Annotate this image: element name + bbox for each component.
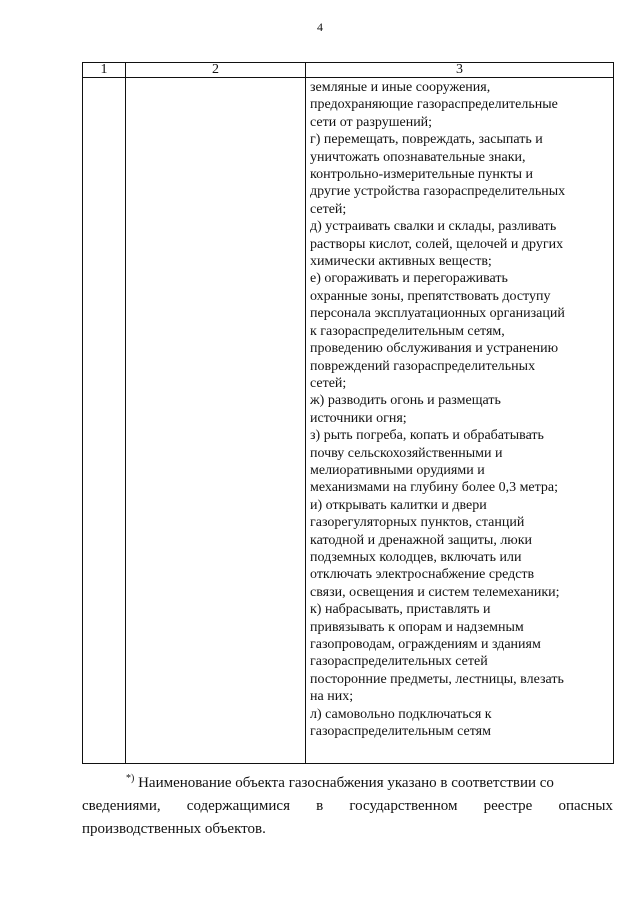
text-line: посторонние предметы, лестницы, влезать <box>310 671 564 687</box>
text-line: к) набрасывать, приставлять и <box>310 602 491 618</box>
footnote-marker: *) <box>126 773 135 784</box>
text-line: химически активных веществ; <box>310 254 492 270</box>
footnote-line-3: производственных объектов. <box>82 821 266 837</box>
text-line: сетей; <box>310 375 347 391</box>
text-line: почву сельскохозяйственными и <box>310 445 503 461</box>
footnote <box>82 772 613 841</box>
text-line: механизмами на глубину более 0,3 метра; <box>310 480 559 496</box>
text-line: катодной и дренажной защиты, люки <box>310 532 533 548</box>
text-line: сети от разрушений; <box>310 114 433 130</box>
text-line: контрольно-измерительные пункты и <box>310 167 534 183</box>
text-line: газораспределительных сетей <box>310 654 488 670</box>
text-line: ж) разводить огонь и размещать <box>310 393 501 409</box>
text-line: проведению обслуживания и устранению <box>310 341 559 357</box>
text-line: мелиоративными орудиями и <box>310 462 485 478</box>
footnote-word: в <box>316 798 324 814</box>
text-line: л) самовольно подключаться к <box>310 706 492 722</box>
footnote-word: реестре <box>483 798 533 814</box>
footnote-word: сведениями, <box>82 798 161 814</box>
text-line: растворы кислот, солей, щелочей и других <box>310 236 564 252</box>
text-line: уничтожать опознавательные знаки, <box>310 149 526 165</box>
text-line: газораспределительным сетям <box>310 724 491 740</box>
text-line: з) рыть погреба, копать и обрабатывать <box>310 428 544 444</box>
text-line: газопроводам, ограждениям и зданиям <box>310 637 541 652</box>
text-line: повреждений газораспределительных <box>310 358 536 374</box>
text-line: земляные и иные сооружения, <box>310 80 491 95</box>
page-number: 4 <box>317 20 323 34</box>
text-line: привязывать к опорам и надземным <box>310 619 524 635</box>
document-table <box>82 62 614 764</box>
text-line: связи, освещения и систем телемеханики; <box>310 584 560 600</box>
footnote-word: государственном <box>349 798 458 814</box>
column-1-cell <box>83 78 126 764</box>
column-2-cell <box>126 78 306 764</box>
text-line: подземных колодцев, включать или <box>310 549 522 565</box>
text-line: персонала эксплуатационных организаций <box>310 306 565 322</box>
text-line: газорегуляторных пунктов, станций <box>310 515 525 531</box>
table-row <box>83 78 614 764</box>
text-line: на них; <box>310 689 354 705</box>
text-line: г) перемещать, повреждать, засыпать и <box>310 132 543 148</box>
text-line: д) устраивать свалки и склады, разливать <box>310 219 557 235</box>
text-line: источники огня; <box>310 410 407 426</box>
text-line: предохраняющие газораспределительные <box>310 97 558 113</box>
footnote-word: содержащимися <box>186 798 290 814</box>
column-header-2: 2 <box>126 63 306 78</box>
footnote-line-2 <box>82 795 613 818</box>
text-line: охранные зоны, препятствовать доступу <box>310 288 551 304</box>
footnote-word: опасных <box>558 798 613 814</box>
prohibitions-text <box>310 79 609 740</box>
text-line: е) огораживать и перегораживать <box>310 271 508 287</box>
text-line: к газораспределительным сетям, <box>310 323 505 339</box>
text-line: сетей; <box>310 201 347 217</box>
text-line: и) открывать калитки и двери <box>310 497 487 513</box>
text-line: отключать электроснабжение средств <box>310 567 535 583</box>
footnote-line-1 <box>82 772 613 795</box>
column-header-3: 3 <box>306 63 614 78</box>
table-header-row <box>83 63 614 78</box>
text-line: другие устройства газораспределительных <box>310 184 566 200</box>
footnote-text-1: Наименование объекта газоснабжения указано в соответствии со <box>138 775 554 791</box>
column-3-cell <box>306 78 614 764</box>
column-header-1: 1 <box>83 63 126 78</box>
